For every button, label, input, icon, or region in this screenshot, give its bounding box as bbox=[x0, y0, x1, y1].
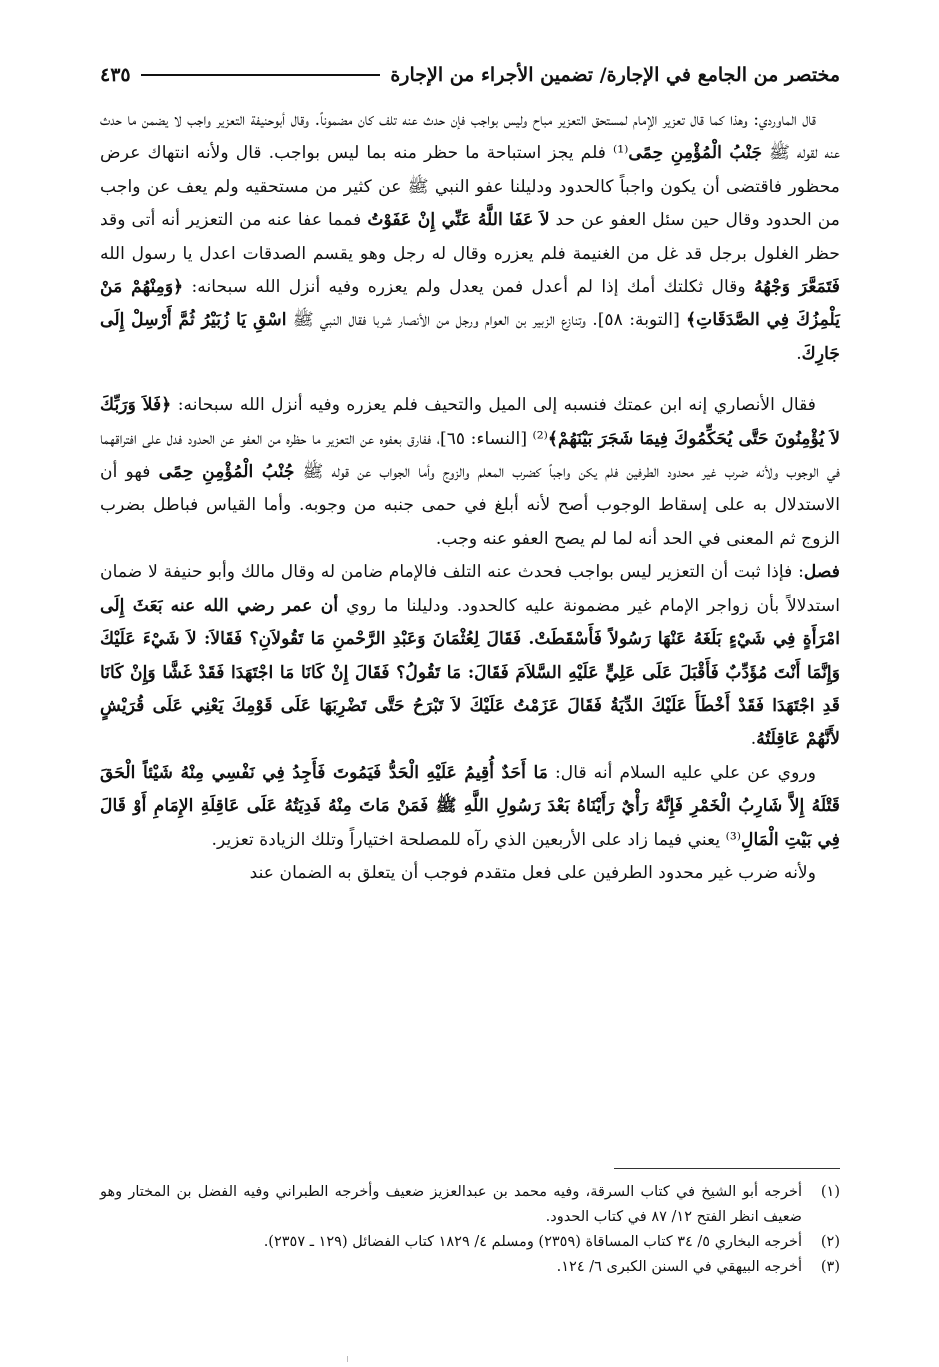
footnotes bbox=[100, 1180, 840, 1280]
text-run: فقال الأنصاري إنه ابن عمتك فنسبه إلى الميل والتحيف فلم يعزره وفيه أنزل الله سبحانه: bbox=[171, 395, 816, 416]
text-run: قال الماوردي: وهذا كما قال تعزير الإمام لمستحق التعزير مباح وليس بواجب فإن حدث عنه تلف كان مضموناً. وقال أبوحنيفة التعزير واجب لا يضمن ما حدث عنه لقوله ﷺ bbox=[100, 110, 840, 164]
section-label: فصل bbox=[803, 562, 840, 583]
hadith-quote: اسْقِ يَا زُبَيْرُ ثُمَّ أَرْسِلْ إِلَى جَارِكَ bbox=[100, 310, 840, 364]
footnote-number: (١) bbox=[820, 1184, 840, 1200]
main-text bbox=[100, 104, 840, 890]
footnote-text: أخرجه البخاري ٥/ ٣٤ كتاب المساقاة (٢٣٥٩) ومسلم ٤/ ١٨٢٩ كتاب الفضائل (١٢٩ ـ ٢٣٥٧). bbox=[263, 1234, 802, 1250]
page-number: ٤٣٥ bbox=[100, 64, 131, 86]
header-rule bbox=[141, 74, 381, 76]
text-run bbox=[163, 596, 171, 616]
hadith-quote: مَا أَحَدٌ أُقِيمُ عَلَيْهِ الْحَدُّ فَيَمُوتَ فَأَجِدُ فِي نَفْسِي مِنْهُ شَيْئاً الْحَقَ قَتْلَهُ إِلاَّ شَارِبُ الْخَمْرِ فَإِنَّهُ رَأْيٌ رَأَيْنَاهُ بَعْدَ رَسُولِ اللَّهِ ﷺ فَمَنْ مَاتَ مِنْهُ فَدِيَتُهُ عَلَى عَاقِلَةِ الإِمَامِ أَوْ قَالَ فِي بَيْتِ الْمَالِ bbox=[100, 762, 840, 850]
text-run: ⁽³⁾ يعني فيما زاد على الأربعين الذي رآه للمصلحة اختياراً وتلك الزيادة تعزير. bbox=[211, 829, 741, 850]
paragraph-3 bbox=[100, 556, 840, 756]
header-title: مختصر من الجامع في الإجارة/ تضمين الأجراء من الإجارة bbox=[390, 64, 840, 86]
text-run: [التوبة: ٥٨]. وتنازع الزبير بن العوام ورجل من الأنصار شربا فقال النبي ﷺ bbox=[286, 310, 687, 331]
footnote-number: (٣) bbox=[820, 1259, 840, 1275]
footnote-text: أخرجه أبو الشيخ في كتاب السرقة، وفيه محمد بن عبدالعزيز ضعيف وأخرجه الطبراني وفيه الفضل بن المختار وهو ضعيف انظر الفتح ١٢/ ٨٧ في كتاب الحدود. bbox=[100, 1184, 802, 1225]
quran-verse: ﴿وَمِنْهُمْ مَنْ يَلْمِزُكَ فِي الصَّدَقَاتِ﴾ bbox=[100, 277, 841, 331]
text-run: : فإذا ثبت أن التعزير ليس بواجب فحدث عنه التلف فالإمام ضامن له وقال مالك وأبو حنيفة لا ضمان استدلالاً بأن زواجر الإمام غير مضمونة عليه كالحدود. ودليلنا ما روي bbox=[100, 562, 840, 616]
paragraph-2 bbox=[100, 389, 840, 556]
footnote-number: (٢) bbox=[820, 1234, 840, 1250]
text-run: ⁽²⁾ [النساء: ٦٥]، ففارق بعفوه عن التعزير ما حظره من العفو عن الحدود فدل على افتراقهما في الوجوب ولأنه ضرب غير محدود الطرفين فلم يكن واجباً كضرب المعلم والزوج وأما الجواب عن قوله ﷺ bbox=[100, 428, 840, 483]
text-run: وروي عن علي عليه السلام أنه قال: bbox=[547, 762, 816, 783]
hadith-quote: لاَ عَفَا اللَّهُ عَنِّي إِنْ عَفَوْتُ bbox=[367, 210, 550, 231]
footnote bbox=[100, 1180, 840, 1230]
quran-verse: ﴿فَلاَ وَرَبِّكَ لاَ يُؤْمِنُونَ حَتَّى يُحَكِّمُوكَ فِيمَا شَجَرَ بَيْنَهُمْ﴾ bbox=[100, 395, 840, 449]
narrator-name: أن عمر رضي الله عنه bbox=[170, 595, 339, 616]
paragraph-1 bbox=[100, 104, 840, 371]
footnote bbox=[100, 1255, 840, 1280]
paragraph-4 bbox=[100, 757, 840, 857]
paragraph-5 bbox=[100, 857, 840, 890]
scan-mark bbox=[347, 1356, 348, 1362]
text-run: . bbox=[750, 729, 757, 750]
hadith-quote: بَعَثَ إِلَى امْرَأَةٍ فِي شَيْءٍ بَلَغَهُ عَنْهَا رَسُولاً فَأَسْقَطَتْ. فَقَالَ لِعُثْمَانَ وَعَبْدِ الرَّحْمنِ مَا تَقُولاَنِ؟ فَقَالاَ: لاَ شَيْءَ عَلَيْكَ وَإِنَّمَا أَنْتَ مُؤَدِّبٌ فَأَقْبَلَ عَلَى عَلِيٍّ عَلَيْهِ السَّلاَمَ فَقَالَ: مَا تَقُولُ؟ فَقَالَ إِنْ كَانَا مَا اجْتَهَدَا فَقَدْ غَشَّا وَإِنْ كَانَا قَدِ اجْتَهَدَا فَقَدْ أَخْطَأَ عَلَيْكَ الدِّيَةُ فَقَالَ عَزَمْتُ عَلَيْكَ لاَ تَبْرَحُ حَتَّى تَضْرِبَهَا عَلَى قَوْمِكَ يَعْنِي عَلَى قُرَيْشٍ لأَنَّهُمْ عَاقِلَتُهُ bbox=[100, 595, 840, 750]
text-run: ولأنه ضرب غير محدود الطرفين على فعل متقدم فوجب أن يتعلق به الضمان عند bbox=[249, 862, 816, 883]
hadith-quote: جُنْبُ الْمُؤْمِنِ حِمًى bbox=[158, 462, 295, 483]
text-run: . bbox=[796, 343, 802, 364]
text-run: ⁽¹⁾ فلم يجز استباحة ما حظر منه بما ليس بواجب. قال ولأنه انتهاك عرض محظور فاقتضى أن يكون واجباً كالحدود ودليلنا عفو النبي ﷺ عن كثير من مستحقيه ولم يعف عن واجب من الحدود وقال حين سئل العفو عن حد bbox=[100, 143, 841, 231]
text-run: فهو أن الاستدلال به على إسقاط الوجوب أصح لأنه أبلغ في حمى جنبه من وجوبه. وأما القياس فباطل بضرب الزوج ثم المعنى في الحد أنه لما لم يصح العفو عنه وجب. bbox=[100, 462, 840, 549]
text-run: فمما عفا عنه من التعزير أنه أتى وقد حظر الغلول برجل قد غل من الغنيمة فلم يعزره وقال له رجل وهو يقسم الصدقات اعدل يا رسول الله bbox=[100, 210, 840, 264]
footnote bbox=[100, 1230, 840, 1255]
text-run: وقال ثكلتك أمك إذا لم أعدل فمن يعدل ولم يعزره وفيه أنزل الله سبحانه: bbox=[183, 277, 755, 298]
hadith-quote: فَتَمَعَّرَ وَجْهُهُ bbox=[754, 277, 840, 298]
footnote-text: أخرجه البيهقي في السنن الكبرى ٦/ ١٢٤. bbox=[556, 1259, 802, 1275]
running-header bbox=[100, 58, 840, 92]
footnote-separator bbox=[614, 1168, 840, 1169]
hadith-quote: جَنْبُ الْمُؤْمِنِ حِمًى bbox=[628, 143, 763, 164]
